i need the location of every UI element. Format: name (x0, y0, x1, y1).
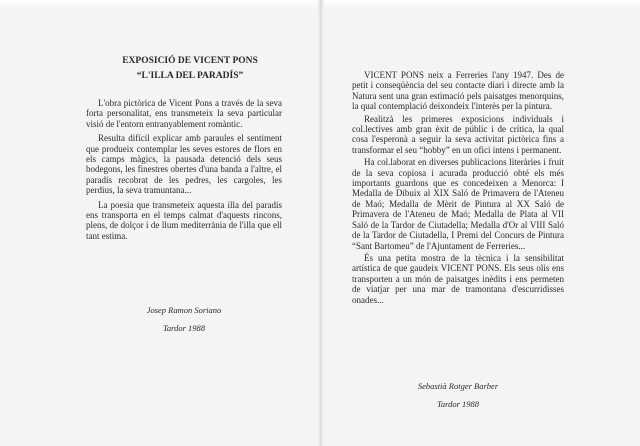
right-paragraph-4: És una petita mostra de la tècnica i la sensibilitat artística de que gaudeix VICENT PONS. Els seus olis ens transporten a un món de paisatges inèdits i ens permeten de viatjar per una mar de tramontana d'escurridisses onades... (352, 252, 564, 305)
right-signature (352, 372, 564, 418)
page-fold (318, 0, 324, 446)
left-paragraph-2: Resulta difícil explicar amb paraules el sentiment que produeix contemplar les seves estores de flors en els camps màgics, la pausada detenció dels seus bodegons, les finestres obertes d'una banda a l'altre, el paradís recobrat de les pedres, les cargoles, les perdius, la seva tramuntana... (86, 133, 282, 196)
left-page-text (86, 56, 282, 245)
right-paragraph-1: VICENT PONS neix a Ferreries l'any 1947. Des de petit i conseqüència del seu contacte diari i directe amb la Natura sent una gran estimació pels paisatges menorquins, la qual contemplació deixondeix l'interès per la pintura. (352, 70, 564, 112)
left-signature-name: Josep Ramon Soriano (146, 304, 222, 315)
left-signature (86, 296, 282, 342)
right-signature-name: Sebastià Rotger Barber (417, 380, 499, 391)
exhibition-title (86, 56, 282, 82)
left-signature-date: Tardor 1988 (162, 323, 206, 333)
left-paragraph-3: La poesia que transmeteix aquesta illa del paradís ens transporta en el temps calmat d'aquests rincons, plens, de dolçor i de llum mediterrània de l'illa que ell tant estima. (86, 199, 282, 241)
exhibition-title-line-2: “L'ILLA DEL PARADÍS” (136, 71, 244, 81)
exhibition-title-line-1: EXPOSICIÓ DE VICENT PONS (122, 56, 258, 66)
right-paragraph-2: Realitzà les primeres exposicions individuals i col.lectives amb gran èxit de públic i de crítica, la qual cosa l'esperonà a seguir la seva activitat pictòrica fins a transformar el seu “hobby” en un ofici intens i permanent. (352, 113, 564, 155)
right-signature-date: Tardor 1988 (436, 399, 480, 409)
right-page-text (352, 70, 564, 307)
left-paragraph-1: L'obra pictòrica de Vicent Pons a través de la seva forta personalitat, ens transmeteix la seva particular visió de l'entorn entranyablement romàntic. (86, 98, 282, 129)
right-paragraph-3: Ha col.laborat en diverses publicacions literàries i fruit de la seva copiosa i acurada producció obté els més importants guardons que es concedeixen a Menorca: I Medalla de Dibuix al XIX Saló de Primavera de l'Ateneu de Maó; Medalla de Mèrit de Pintura al XX Saló de Primavera de l'Ateneu de Maó; Medalla de Plata al VII Saló de la Tardor de Ciutadella; Medalla d'Or al VIII Saló de la Tardor de Ciutadella, I Premi del Concurs de Pintura “Sant Bartomeu” de l'Ajuntament de Ferreries... (352, 157, 564, 251)
